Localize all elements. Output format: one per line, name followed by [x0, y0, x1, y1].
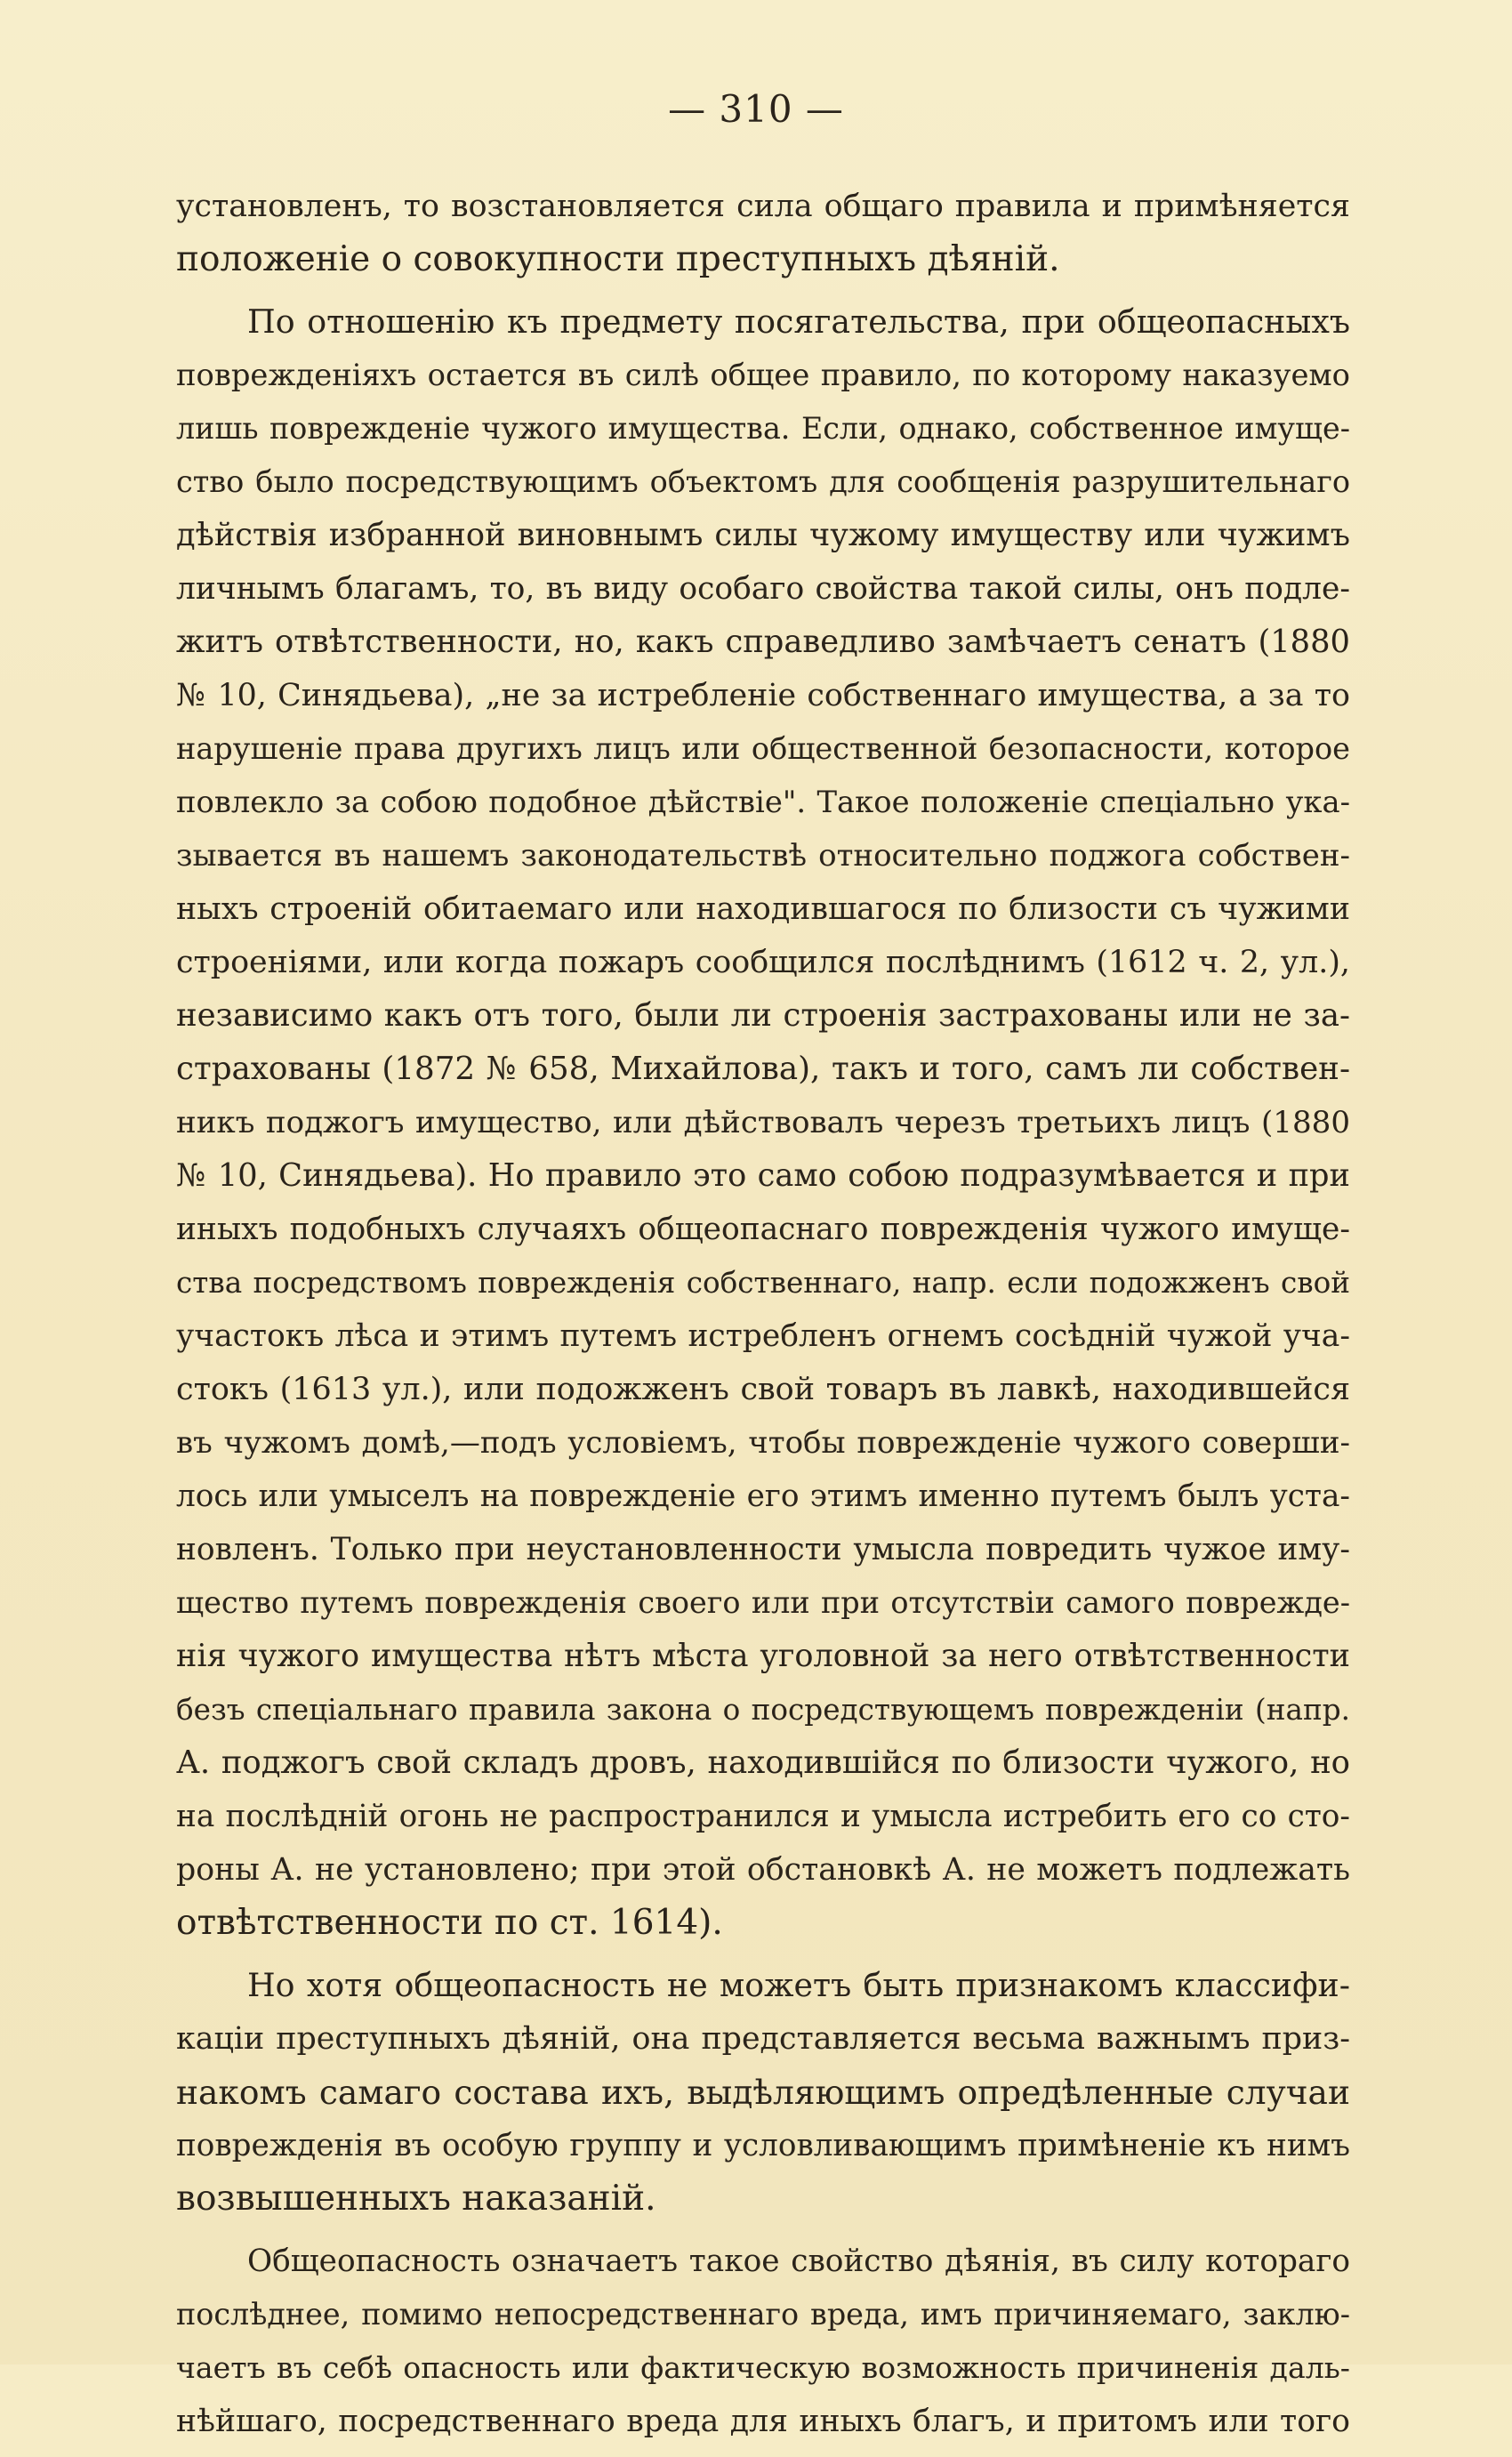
text-line: поврежденіяхъ остается въ силѣ общее правило, по которому наказуемо	[176, 358, 1350, 392]
text-line: повлекло за собою подобное дѣйствіе". Такое положеніе спеціально ука-	[176, 785, 1350, 819]
paragraph	[176, 1959, 1350, 2226]
text-line: нѣйшаго, посредственнаго вреда для иныхъ благъ, и притомъ или того	[176, 2404, 1350, 2439]
page-number: — 310 —	[668, 87, 844, 131]
text-line: стокъ (1613 ул.), или подожженъ свой товаръ въ лавкѣ, находившейся	[176, 1372, 1350, 1407]
text-line: отвѣтственности по ст. 1614).	[176, 1903, 723, 1943]
text-line: дѣйствія избранной виновнымъ силы чужому имуществу или чужимъ	[176, 517, 1350, 553]
text-line: строеніями, или когда пожаръ сообщился послѣднимъ (1612 ч. 2, ул.),	[176, 945, 1350, 980]
text-line: поврежденія въ особую группу и условливающимъ примѣненіе къ нимъ	[176, 2128, 1350, 2163]
text-line: безъ спеціальнаго правила закона о посредствующемъ поврежденіи (напр.	[176, 1693, 1350, 1727]
text-line: Но хотя общеопасность не можетъ быть признакомъ классифи-	[247, 1966, 1350, 2004]
text-line: № 10, Синядьева), „не за истребленіе собственнаго имущества, а за то	[176, 678, 1350, 713]
text-line: роны А. не установлено; при этой обстановкѣ А. не можетъ подлежать	[176, 1852, 1350, 1888]
text-line: чаетъ въ себѣ опасность или фактическую возможность причиненія даль-	[176, 2350, 1350, 2385]
text-line: А. поджогъ свой складъ дровъ, находившійся по близости чужого, но	[176, 1744, 1350, 1781]
text-line: установленъ, то возстановляется сила общаго правила и примѣняется	[176, 189, 1350, 224]
text-line: ство было посредствующимъ объектомъ для сообщенія разрушительнаго	[176, 464, 1350, 499]
text-line: иныхъ подобныхъ случаяхъ общеопаснаго поврежденія чужого имуще-	[176, 1212, 1350, 1247]
text-line: въ чужомъ домѣ,—подъ условіемъ, чтобы поврежденіе чужого соверши-	[176, 1425, 1350, 1461]
text-line: каціи преступныхъ дѣяній, она представляется весьма важнымъ приз-	[176, 2021, 1350, 2057]
text-line: лось или умыселъ на поврежденіе его этимъ именно путемъ былъ уста-	[176, 1478, 1350, 1514]
text-line: независимо какъ отъ того, были ли строенія застрахованы или не за-	[176, 997, 1350, 1034]
text-line: участокъ лѣса и этимъ путемъ истребленъ огнемъ сосѣдній чужой уча-	[176, 1318, 1350, 1354]
text-line: По отношенію къ предмету посягательства, при общеопасныхъ	[247, 302, 1350, 341]
text-line: ныхъ строеній обитаемаго или находившагося по близости съ чужими	[176, 891, 1350, 927]
body-text	[176, 180, 1350, 2457]
text-line: возвышенныхъ наказаній.	[176, 2179, 656, 2219]
text-line: № 10, Синядьева). Но правило это само собою подразумѣвается и при	[176, 1157, 1350, 1194]
text-line: накомъ самаго состава ихъ, выдѣляющимъ опредѣленные случаи	[176, 2073, 1350, 2112]
text-line: зывается въ нашемъ законодательствѣ относительно поджога собствен-	[176, 838, 1350, 874]
text-line: никъ поджогъ имущество, или дѣйствовалъ черезъ третьихъ лицъ (1880	[176, 1105, 1350, 1140]
text-line: послѣднее, помимо непосредственнаго вреда, имъ причиняемаго, заклю-	[176, 2297, 1350, 2332]
paragraph	[176, 295, 1350, 1950]
text-line: страхованы (1872 № 658, Михайлова), такъ и того, самъ ли собствен-	[176, 1051, 1350, 1087]
text-line: Общеопасность означаетъ такое свойство дѣянія, въ силу котораго	[247, 2244, 1350, 2279]
text-line: нія чужого имущества нѣтъ мѣста уголовной за него отвѣтственности	[176, 1638, 1350, 1674]
text-line: положеніе о совокупности преступныхъ дѣяній.	[176, 239, 1060, 279]
text-line: лишь поврежденіе чужого имущества. Если, однако, собственное имуще-	[176, 411, 1350, 446]
text-line: на послѣдній огонь не распространился и умысла истребить его со сто-	[176, 1799, 1350, 1834]
paragraph	[176, 180, 1350, 286]
text-line: новленъ. Только при неустановленности умысла повредить чужое иму-	[176, 1532, 1350, 1567]
paragraph	[176, 2235, 1350, 2448]
text-line: ства посредствомъ поврежденія собственнаго, напр. если подожженъ свой	[176, 1266, 1350, 1300]
text-line: личнымъ благамъ, то, въ виду особаго свойства такой силы, онъ подле-	[176, 571, 1350, 607]
text-line: житъ отвѣтственности, но, какъ справедливо замѣчаетъ сенатъ (1880	[176, 624, 1350, 660]
text-line: щество путемъ поврежденія своего или при отсутствіи самого поврежде-	[176, 1585, 1350, 1620]
text-line: нарушеніе права другихъ лицъ или общественной безопасности, которое	[176, 731, 1350, 766]
